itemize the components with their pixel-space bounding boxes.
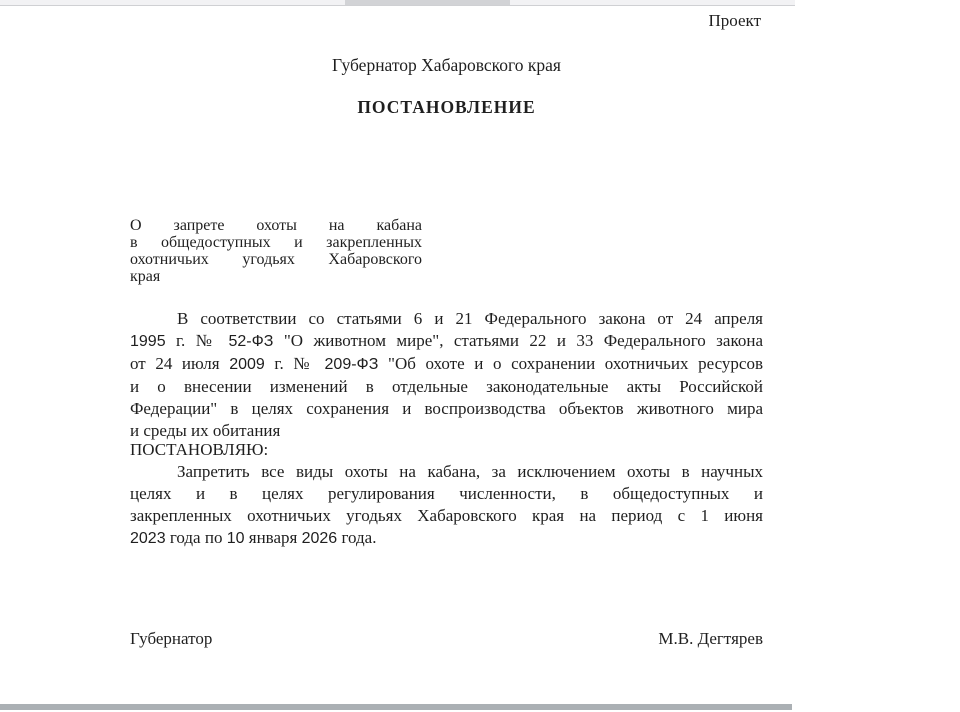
text-segment-sans: 1995 bbox=[130, 333, 166, 350]
draft-label: Проект bbox=[708, 11, 761, 30]
text-segment: года. bbox=[337, 528, 377, 547]
text-segment: "О животном мире", статьями 22 и 33 Федерального закона bbox=[273, 331, 763, 350]
text-segment: в общедоступных и закрепленных bbox=[130, 234, 422, 251]
text-segment: О запрете охоты на кабана bbox=[130, 217, 422, 234]
text-line bbox=[130, 234, 422, 251]
text-segment-sans: 52-ФЗ bbox=[228, 333, 274, 350]
text-segment: года по bbox=[165, 528, 227, 547]
text-line bbox=[130, 217, 422, 234]
operative-paragraph bbox=[130, 461, 763, 550]
text-line bbox=[130, 461, 763, 483]
text-segment-sans: 10 bbox=[226, 530, 245, 547]
text-segment: и о внесении изменений в отдельные законодательные акты Российской bbox=[130, 377, 763, 396]
text-segment: Запретить все виды охоты на кабана, за исключением охоты в научных bbox=[177, 462, 763, 481]
horizontal-scrollbar-thumb[interactable] bbox=[345, 0, 510, 5]
text-line bbox=[130, 398, 763, 420]
text-segment-sans: 2009 bbox=[229, 356, 265, 373]
text-segment: края bbox=[130, 268, 161, 285]
text-segment-sans: 2023 bbox=[130, 530, 166, 547]
text-line bbox=[130, 251, 422, 268]
text-line bbox=[130, 308, 763, 330]
text-segment: целях и в целях регулирования численности, в общедоступных и bbox=[130, 484, 763, 503]
text-segment: и среды их обитания bbox=[130, 421, 281, 440]
text-line bbox=[130, 527, 763, 550]
preamble-paragraph bbox=[130, 308, 763, 442]
text-segment: г. № bbox=[165, 331, 229, 350]
text-line bbox=[130, 505, 763, 527]
text-line bbox=[130, 376, 763, 398]
signer-name: М.В. Дегтярев bbox=[658, 629, 763, 648]
signature-row bbox=[130, 629, 763, 649]
text-segment-sans: 2026 bbox=[301, 530, 338, 547]
text-segment: января bbox=[244, 528, 302, 547]
text-segment: охотничьих угодьях Хабаровского bbox=[130, 251, 422, 268]
text-segment-sans: 209-ФЗ bbox=[324, 356, 379, 373]
text-segment: В соответствии со статьями 6 и 21 Федерального закона от 24 апреля bbox=[177, 309, 763, 328]
text-line bbox=[130, 268, 422, 285]
document-title: ПОСТАНОВЛЕНИЕ bbox=[357, 97, 536, 117]
text-line bbox=[130, 483, 763, 505]
signer-title: Губернатор bbox=[130, 629, 213, 648]
document-subject bbox=[130, 217, 422, 285]
text-line bbox=[130, 353, 763, 376]
text-segment: Федерации" в целях сохранения и воспроизводства объектов животного мира bbox=[130, 399, 763, 418]
bottom-scrollbar[interactable] bbox=[0, 704, 792, 710]
text-segment: г. № bbox=[264, 354, 325, 373]
text-segment: закрепленных охотничьих угодьях Хабаровского края на период с 1 июня bbox=[130, 506, 763, 525]
horizontal-scrollbar-track[interactable] bbox=[0, 0, 795, 6]
text-segment: "Об охоте и о сохранении охотничьих ресурсов bbox=[378, 354, 763, 373]
text-segment: от 24 июля bbox=[130, 354, 230, 373]
resolve-label: ПОСТАНОВЛЯЮ: bbox=[130, 440, 269, 459]
text-line bbox=[130, 330, 763, 353]
issuing-authority: Губернатор Хабаровского края bbox=[332, 55, 561, 75]
